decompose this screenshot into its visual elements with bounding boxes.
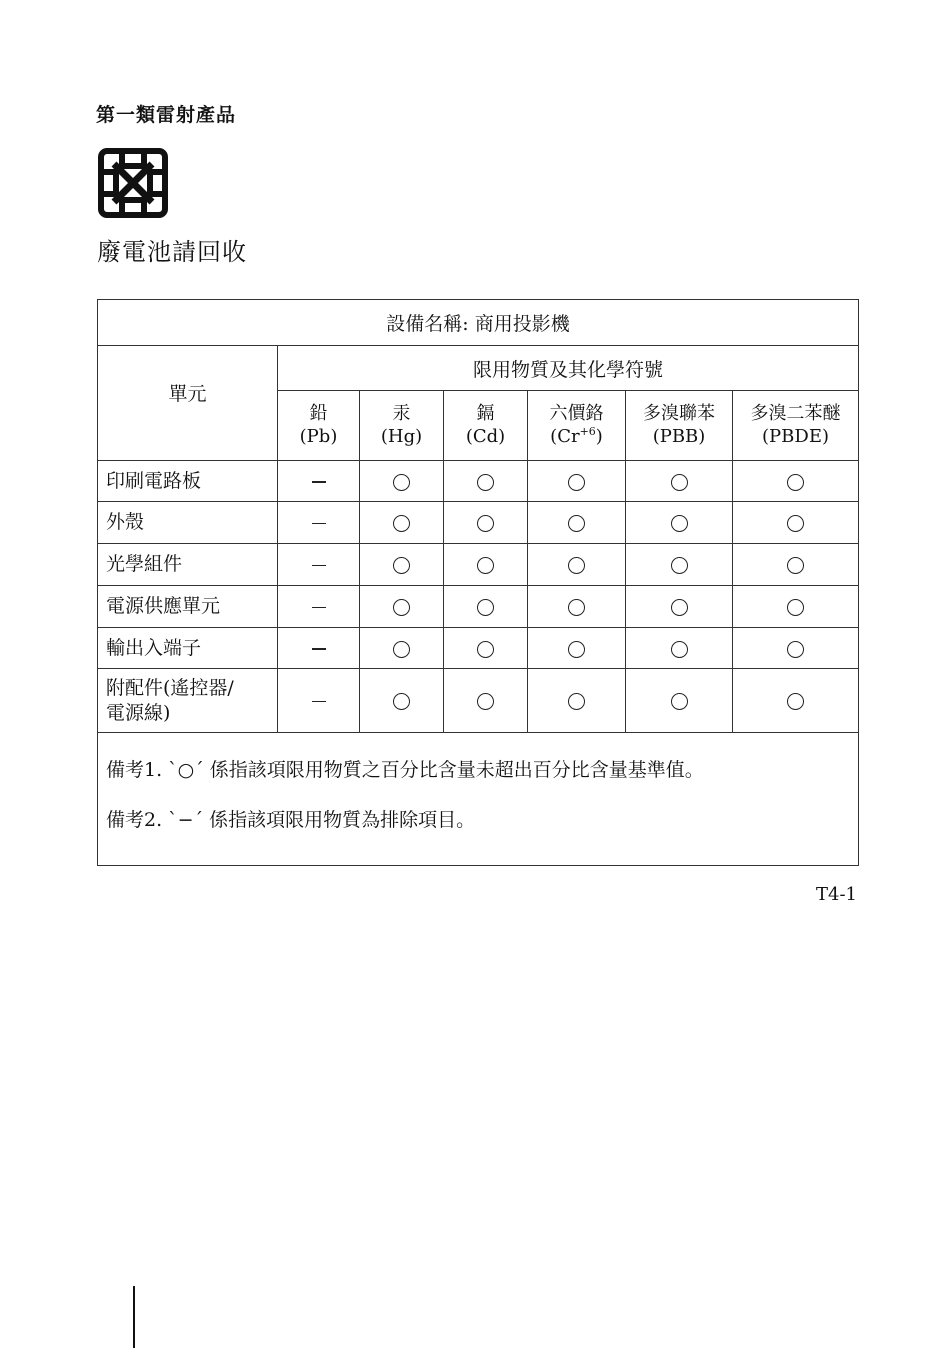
mark-cell bbox=[528, 628, 626, 669]
unit-name: 光學組件 bbox=[98, 544, 278, 586]
circle-mark bbox=[671, 693, 688, 710]
circle-mark bbox=[393, 599, 410, 616]
circle-mark bbox=[671, 599, 688, 616]
mark-cell bbox=[626, 628, 733, 669]
circle-mark bbox=[787, 474, 804, 491]
substance-header-pb: 鉛 (Pb) bbox=[278, 391, 360, 461]
mark-cell bbox=[733, 586, 859, 628]
unit-name: 輸出入端子 bbox=[98, 628, 278, 669]
mark-cell bbox=[360, 502, 444, 544]
mark-cell bbox=[528, 461, 626, 502]
unit-name: 電源供應單元 bbox=[98, 586, 278, 628]
mark-cell bbox=[528, 544, 626, 586]
mark bbox=[671, 514, 688, 533]
mark-cell bbox=[360, 461, 444, 502]
substance-header-pbb: 多溴聯苯 (PBB) bbox=[626, 391, 733, 461]
circle-mark bbox=[671, 474, 688, 491]
mark-cell bbox=[733, 669, 859, 733]
mark bbox=[393, 598, 410, 617]
mark-cell bbox=[444, 586, 528, 628]
mark-cell bbox=[626, 669, 733, 733]
margin-bar bbox=[133, 1286, 135, 1348]
mark-cell bbox=[278, 586, 360, 628]
circle-mark bbox=[477, 599, 494, 616]
mark-cell bbox=[444, 628, 528, 669]
circle-mark bbox=[393, 557, 410, 574]
circle-mark bbox=[477, 515, 494, 532]
mark bbox=[312, 598, 326, 617]
circle-mark bbox=[477, 474, 494, 491]
dash-mark bbox=[312, 523, 326, 525]
mark-cell bbox=[444, 544, 528, 586]
circle-mark bbox=[787, 693, 804, 710]
substance-header-cd: 鎘 (Cd) bbox=[444, 391, 528, 461]
mark-cell bbox=[528, 586, 626, 628]
mark-cell bbox=[528, 669, 626, 733]
equipment-name: 設備名稱: 商用投影機 bbox=[98, 300, 859, 346]
circle-mark bbox=[477, 641, 494, 658]
substance-header-pbde: 多溴二苯醚 (PBDE) bbox=[733, 391, 859, 461]
circle-mark bbox=[787, 557, 804, 574]
mark bbox=[393, 692, 410, 711]
battery-recycle-label: 廢電池請回收 bbox=[97, 238, 247, 266]
circle-mark bbox=[393, 515, 410, 532]
substances-header: 限用物質及其化學符號 bbox=[278, 346, 859, 391]
circle-mark bbox=[568, 641, 585, 658]
circle-mark bbox=[393, 693, 410, 710]
mark-cell bbox=[360, 586, 444, 628]
circle-mark bbox=[568, 693, 585, 710]
circle-mark bbox=[568, 474, 585, 491]
mark bbox=[568, 639, 585, 658]
mark bbox=[393, 514, 410, 533]
table-row bbox=[98, 586, 859, 628]
mark-cell bbox=[733, 544, 859, 586]
mark bbox=[312, 556, 326, 575]
mark bbox=[671, 472, 688, 491]
dash-mark bbox=[312, 481, 326, 483]
mark bbox=[671, 556, 688, 575]
mark-cell bbox=[626, 586, 733, 628]
unit-name: 附配件(遙控器/ 電源線) bbox=[98, 669, 278, 733]
circle-mark bbox=[393, 474, 410, 491]
mark bbox=[477, 692, 494, 711]
circle-mark bbox=[671, 641, 688, 658]
mark bbox=[393, 556, 410, 575]
mark bbox=[312, 472, 326, 491]
unit-name: 印刷電路板 bbox=[98, 461, 278, 502]
mark bbox=[568, 514, 585, 533]
mark bbox=[477, 472, 494, 491]
page-number: T4-1 bbox=[816, 884, 857, 905]
circle-mark bbox=[568, 599, 585, 616]
mark-cell bbox=[444, 502, 528, 544]
header-row bbox=[98, 346, 859, 391]
mark bbox=[393, 472, 410, 491]
circle-mark bbox=[393, 641, 410, 658]
note-1: 備考1. ˋ○ˊ 係指該項限用物質之百分比含量未超出百分比含量基準值。 bbox=[106, 759, 704, 781]
circle-mark bbox=[787, 599, 804, 616]
mark bbox=[393, 639, 410, 658]
mark bbox=[312, 692, 326, 711]
mark bbox=[312, 514, 326, 533]
mark bbox=[787, 639, 804, 658]
mark bbox=[671, 639, 688, 658]
unit-header: 單元 bbox=[98, 346, 278, 461]
table-row bbox=[98, 544, 859, 586]
dash-mark bbox=[312, 607, 326, 609]
mark-cell bbox=[626, 544, 733, 586]
circle-mark bbox=[787, 515, 804, 532]
mark-cell bbox=[278, 502, 360, 544]
mark-cell bbox=[278, 628, 360, 669]
mark-cell bbox=[444, 461, 528, 502]
mark bbox=[312, 639, 326, 658]
mark-cell bbox=[278, 669, 360, 733]
circle-mark bbox=[477, 557, 494, 574]
mark bbox=[477, 639, 494, 658]
note-2: 備考2. ˋ−ˊ 係指該項限用物質為排除項目。 bbox=[106, 809, 476, 831]
dash-mark bbox=[312, 648, 326, 650]
mark bbox=[477, 514, 494, 533]
mark bbox=[787, 472, 804, 491]
mark-cell bbox=[626, 502, 733, 544]
mark bbox=[568, 556, 585, 575]
mark-cell bbox=[733, 628, 859, 669]
substance-header-hg: 汞 (Hg) bbox=[360, 391, 444, 461]
circle-mark bbox=[568, 557, 585, 574]
dash-mark bbox=[312, 701, 326, 703]
circle-mark bbox=[477, 693, 494, 710]
mark-cell bbox=[278, 461, 360, 502]
circle-mark bbox=[787, 641, 804, 658]
laser-class-label: 第一類雷射產品 bbox=[96, 104, 237, 126]
mark bbox=[787, 556, 804, 575]
table-row bbox=[98, 502, 859, 544]
equipment-name-row bbox=[98, 300, 859, 346]
circle-mark bbox=[671, 557, 688, 574]
mark bbox=[787, 514, 804, 533]
table-row bbox=[98, 461, 859, 502]
table-row bbox=[98, 628, 859, 669]
mark-cell bbox=[360, 669, 444, 733]
mark-cell bbox=[360, 544, 444, 586]
mark-cell bbox=[444, 669, 528, 733]
mark bbox=[568, 692, 585, 711]
mark bbox=[568, 598, 585, 617]
mark-cell bbox=[733, 461, 859, 502]
mark bbox=[671, 692, 688, 711]
dash-mark bbox=[312, 565, 326, 567]
mark bbox=[568, 472, 585, 491]
notes bbox=[98, 733, 859, 866]
circle-mark bbox=[568, 515, 585, 532]
notes-row bbox=[98, 733, 859, 866]
mark bbox=[477, 556, 494, 575]
unit-name: 外殼 bbox=[98, 502, 278, 544]
mark-cell bbox=[360, 628, 444, 669]
mark-cell bbox=[733, 502, 859, 544]
rohs-table bbox=[97, 299, 859, 866]
mark bbox=[477, 598, 494, 617]
mark bbox=[787, 692, 804, 711]
mark-cell bbox=[278, 544, 360, 586]
mark-cell bbox=[626, 461, 733, 502]
table-row bbox=[98, 669, 859, 733]
substance-header-cr6: 六價鉻 $(Cr^{+6})$ bbox=[528, 391, 626, 461]
mark bbox=[787, 598, 804, 617]
mark bbox=[671, 598, 688, 617]
taiwan-battery-recycling-icon bbox=[98, 148, 168, 218]
circle-mark bbox=[671, 515, 688, 532]
mark-cell bbox=[528, 502, 626, 544]
